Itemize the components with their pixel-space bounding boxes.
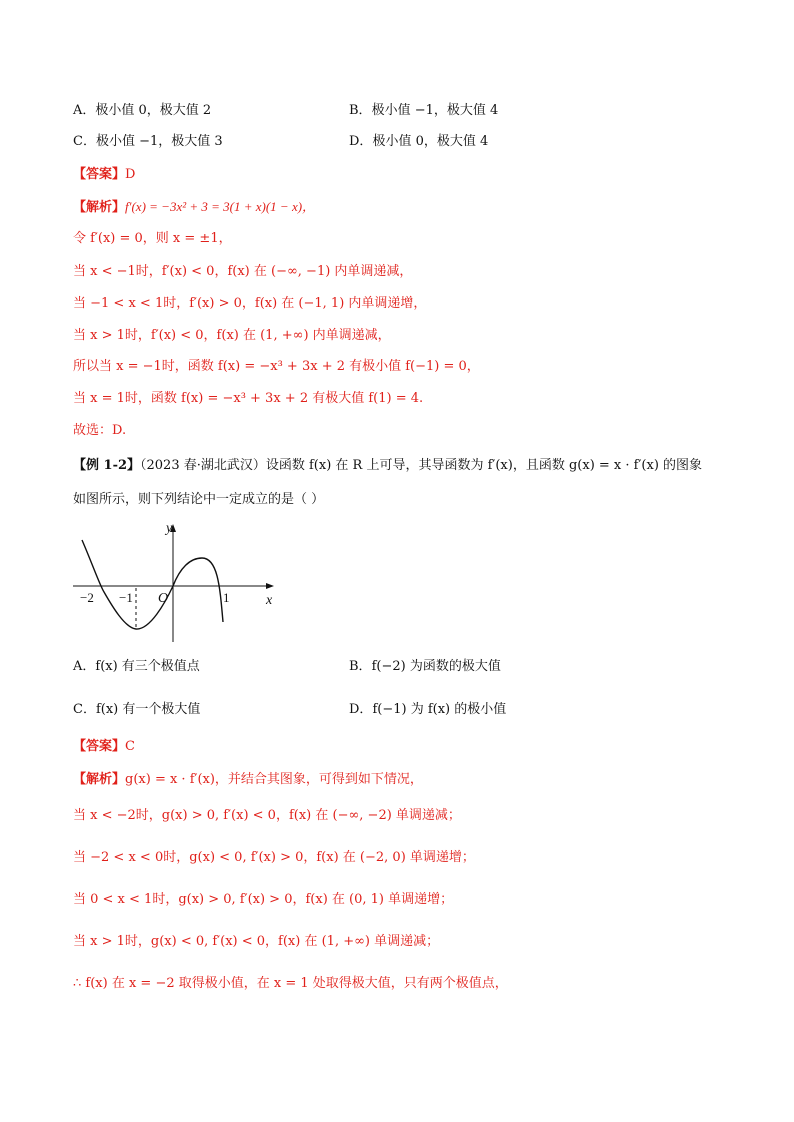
tick-label-1: 1 — [223, 590, 230, 605]
option-letter: C． — [73, 702, 96, 717]
q2-answer — [73, 737, 135, 757]
q1-analysis-line-6: 所以当 x = −1时，函数 f(x) = −x³ + 3x + 2 有极小值 f(−1) = 0， — [73, 359, 480, 374]
origin-label: O — [158, 591, 169, 606]
q1-analysis-line-2: 令 f′(x) = 0，则 x = ±1， — [73, 231, 232, 246]
option-text: f(−2) 为函数的极大值 — [371, 659, 501, 674]
y-label: y — [166, 521, 173, 536]
q2-analysis-line-3: 当 −2 < x < 0时，g(x) < 0, f′(x) > 0，f(x) 在 (−2, 0) 单调递增； — [73, 850, 475, 865]
option-text: f(x) 有一个极大值 — [95, 702, 201, 717]
q2-stem-line-1 — [73, 456, 702, 476]
q2-analysis-line-1 — [73, 770, 423, 790]
q2-analysis-line-2: 当 x < −2时，g(x) > 0, f′(x) < 0，f(x) 在 (−∞, −2) 单调递减； — [73, 808, 461, 823]
option-text: 极小值 0，极大值 2 — [95, 103, 212, 118]
option-letter: A． — [73, 659, 96, 674]
option-letter: B． — [349, 103, 372, 118]
option-letter: C． — [73, 134, 96, 149]
q1-analysis-line-1 — [73, 197, 315, 218]
option-letter: B． — [349, 659, 372, 674]
answer-value: C — [125, 739, 135, 754]
q2-option-a — [73, 657, 200, 677]
q2-option-d — [349, 700, 506, 720]
x-label: x — [266, 593, 273, 608]
analysis-text: g(x) = x · f′(x)，并结合其图象，可得到如下情况， — [125, 772, 423, 787]
analysis-label: 【解析】 — [73, 200, 126, 215]
q2-analysis-line-4: 当 0 < x < 1时，g(x) > 0, f′(x) > 0，f(x) 在 (0, 1) 单调递增； — [73, 892, 454, 907]
q1-answer — [73, 165, 135, 185]
q2-option-c — [73, 700, 200, 720]
option-letter: D． — [349, 702, 373, 717]
q1-option-d — [349, 132, 488, 152]
stem-text: （2023 春·湖北武汉）设函数 f(x) 在 R 上可导，其导函数为 f′(x)，且函数 g(x) = x · f′(x) 的图象 — [140, 458, 703, 473]
option-text: 极小值 −1，极大值 4 — [371, 103, 499, 118]
q2-stem-line-2: 如图所示，则下列结论中一定成立的是（ ） — [73, 492, 325, 507]
option-text: f(−1) 为 f(x) 的极小值 — [372, 702, 507, 717]
option-letter: A． — [73, 103, 96, 118]
q1-analysis-line-3: 当 x < −1时，f′(x) < 0，f(x) 在 (−∞, −1) 内单调递减， — [73, 264, 413, 279]
q1-option-b — [349, 101, 498, 121]
q1-option-c — [73, 132, 223, 152]
q1-analysis-line-8: 故选：D. — [73, 423, 127, 438]
q1-analysis-line-5: 当 x > 1时，f′(x) < 0，f(x) 在 (1, +∞) 内单调递减， — [73, 328, 391, 343]
answer-label: 【答案】 — [73, 167, 126, 182]
option-text: 极小值 0，极大值 4 — [372, 134, 489, 149]
tick-label-minus1: −1 — [119, 590, 133, 605]
q2-analysis-line-5: 当 x > 1时，g(x) < 0, f′(x) < 0，f(x) 在 (1, +∞) 单调递减； — [73, 934, 440, 949]
tick-label-minus2: −2 — [80, 590, 94, 605]
function-graph — [70, 518, 285, 646]
x-axis-arrow-icon — [266, 583, 274, 589]
analysis-label: 【解析】 — [73, 772, 126, 787]
example-label: 【例 1-2】 — [73, 458, 141, 473]
analysis-text: f′(x) = −3x² + 3 = 3(1 + x)(1 − x)， — [125, 199, 316, 214]
q2-analysis-line-6: ∴ f(x) 在 x = −2 取得极小值，在 x = 1 处取得极大值，只有两个极值点， — [73, 976, 508, 991]
q1-analysis-line-7: 当 x = 1时，函数 f(x) = −x³ + 3x + 2 有极大值 f(1) = 4. — [73, 391, 424, 406]
option-letter: D． — [349, 134, 373, 149]
answer-value: D — [125, 167, 136, 182]
q1-analysis-line-4: 当 −1 < x < 1时，f′(x) > 0，f(x) 在 (−1, 1) 内单调递增， — [73, 296, 427, 311]
option-text: 极小值 −1，极大值 3 — [95, 134, 223, 149]
q2-option-b — [349, 657, 501, 677]
option-text: f(x) 有三个极值点 — [95, 659, 200, 674]
answer-label: 【答案】 — [73, 739, 126, 754]
g-curve — [82, 540, 223, 629]
q1-option-a — [73, 101, 211, 121]
